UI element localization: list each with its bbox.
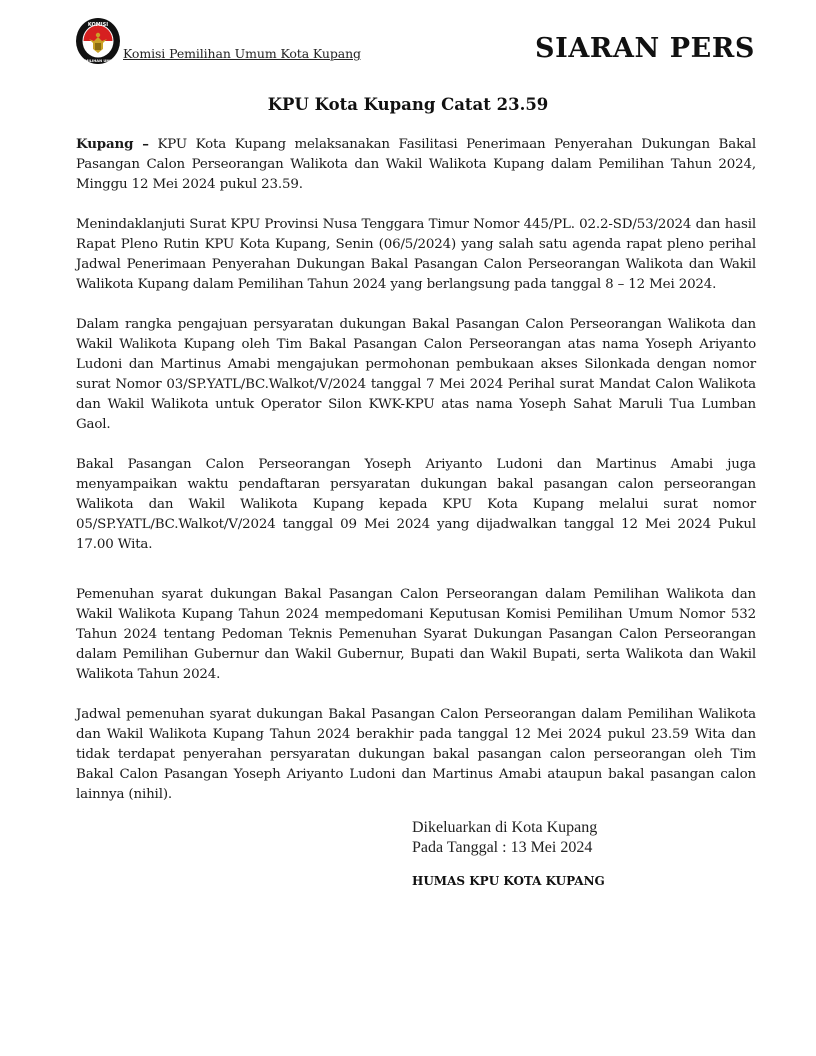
issued-location: Dikeluarkan di Kota Kupang (412, 819, 598, 836)
paragraph: Dalam rangka pengajuan persyaratan dukungan Bakal Pasangan Calon Perseorangan Walikota dan Wakil Walikota Kupang oleh Tim Bakal Pasangan Calon Perseorangan atas nama Yoseph Ariyanto Ludoni dan Martinus Amabi mengajukan permohonan pembukaan akses Silonkada dengan nomor surat Nomor 03/SP.YATL/BC.Walkot/V/2024 tanggal 7 Mei 2024 Perihal surat Mandat Calon Walikota dan Wakil Walikota untuk Operator Silon KWK-KPU atas nama Yoseph Sahat Maruli Tua Lumban Gaol. (76, 317, 756, 432)
kpu-emblem-icon (75, 17, 121, 65)
press-release-body (76, 134, 756, 805)
paragraph-dateline (76, 134, 756, 195)
logo-text-bottom: PEMILIHAN UMUM (79, 59, 117, 63)
paragraph: Bakal Pasangan Calon Perseorangan Yoseph Ariyanto Ludoni dan Martinus Amabi juga menyampaikan waktu pendaftaran persyaratan dukungan bakal pasangan calon perseorangan Walikota dan Wakil Walikota Kupang kepada KPU Kota Kupang melalui surat nomor 05/SP.YATL/BC.Walkot/V/2024 tanggal 09 Mei 2024 yang dijadwalkan tanggal 12 Mei 2024 Pukul 17.00 Wita. (76, 457, 756, 552)
dateline: Kupang – (76, 136, 149, 152)
paragraph: Jadwal pemenuhan syarat dukungan Bakal Pasangan Calon Perseorangan dalam Pemilihan Walikota dan Wakil Walikota Kupang Tahun 2024 berakhir pada tanggal 12 Mei 2024 pukul 23.59 Wita dan tidak terdapat penyerahan persyaratan dukungan bakal pasangan calon perseorangan oleh Tim Bakal Calon Pasangan Yoseph Ariyanto Ludoni dan Martinus Amabi ataupun bakal pasangan calon lainnya (nihil). (76, 707, 756, 802)
letterhead (75, 17, 755, 69)
paragraph: Menindaklanjuti Surat KPU Provinsi Nusa Tenggara Timur Nomor 445/PL. 02.2-SD/53/2024 dan hasil Rapat Pleno Rutin KPU Kota Kupang, Senin (06/5/2024) yang salah satu agenda rapat pleno perihal Jadwal Penerimaan Penyerahan Dukungan Bakal Pasangan Calon Perseorangan Walikota dan Wakil Walikota Kupang dalam Pemilihan Tahun 2024 yang berlangsung pada tanggal 8 – 12 Mei 2024. (76, 217, 756, 292)
signatory: HUMAS KPU KOTA KUPANG (412, 874, 605, 888)
paragraph-text: KPU Kota Kupang melaksanakan Fasilitasi Penerimaan Penyerahan Dukungan Bakal Pasangan Calon Perseorangan Walikota dan Wakil Walikota Kupang dalam Pemilihan Tahun 2024, Minggu 12 Mei 2024 pukul 23.59. (76, 137, 756, 192)
organization-name: Komisi Pemilihan Umum Kota Kupang (123, 46, 361, 61)
logo-text-top: KOMISI (87, 22, 109, 28)
press-release-title: KPU Kota Kupang Catat 23.59 (267, 95, 549, 114)
issued-date: Pada Tanggal : 13 Mei 2024 (412, 839, 593, 856)
signoff-block (412, 818, 597, 858)
document-type-heading: SIARAN PERS (535, 33, 755, 64)
paragraph: Pemenuhan syarat dukungan Bakal Pasangan Calon Perseorangan dalam Pemilihan Walikota dan Wakil Walikota Kupang Tahun 2024 mempedomani Keputusan Komisi Pemilihan Umum Nomor 532 Tahun 2024 tentang Pedoman Teknis Pemenuhan Syarat Dukungan Pasangan Calon Perseorangan dalam Pemilihan Gubernur dan Wakil Gubernur, Bupati dan Wakil Bupati, serta Walikota dan Wakil Walikota Tahun 2024. (76, 587, 756, 682)
